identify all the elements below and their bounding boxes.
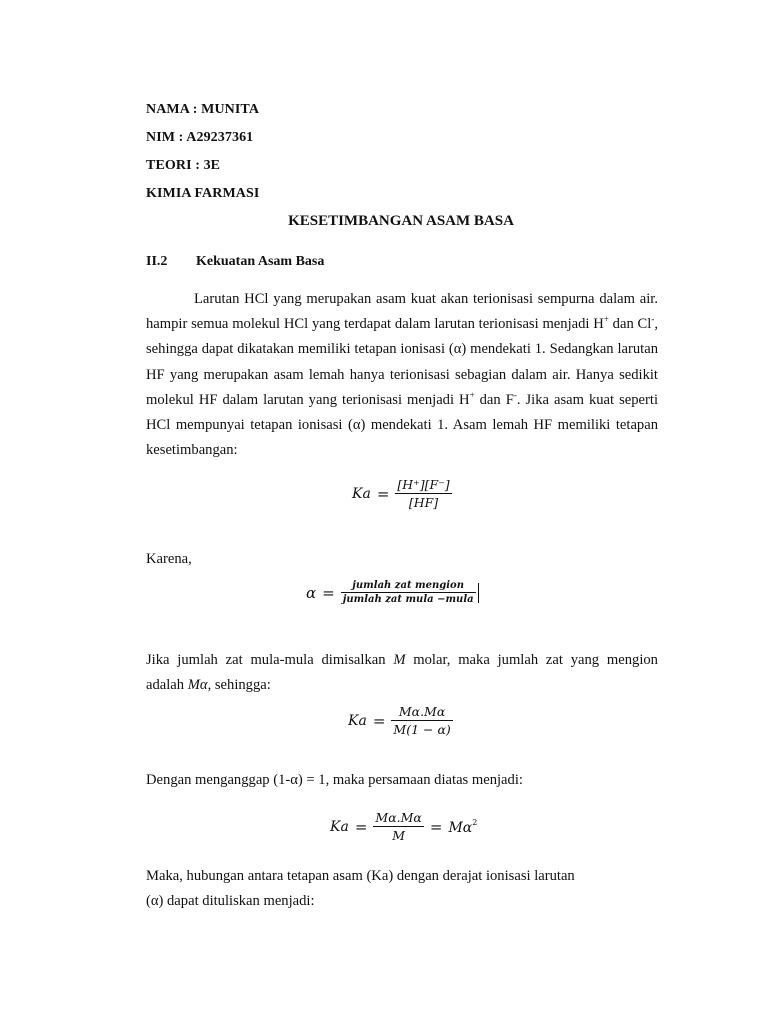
paragraph-molar-line2 [146,675,271,695]
para2-malpha: Mα [187,677,208,693]
eq4-equals-2: = [429,817,443,836]
equation-ka-simplified [330,809,477,844]
eq2-equals: = [322,583,335,602]
eq2-numerator: jumlah zat mengion [352,580,465,591]
para1-text-3: , sehingga dapat dikatakan memiliki tetapan ionisasi (α) mendekati 1. Sedangkan larutan HF yang merupakan asam lemah hanya terionisasi sebagian dalam air. Hanya sedikit molekul HF dalam larutan yang terionisasi menjadi H [146,316,658,408]
eq2-lhs: α [306,583,317,602]
theory-class: TEORI : 3E [146,158,221,173]
karena-text: Karena, [146,551,192,567]
eq3-equals: = [372,711,386,730]
department: KIMIA FARMASI [146,186,260,201]
para1-text-5: . Jika asam kuat seperti HCl mempunyai tetapan ionisasi (α) mendekati 1. Asam lemah HF memiliki tetapan kesetimbangan: [146,391,658,459]
eq1-fraction [395,476,451,511]
eq3-lhs: Ka [348,712,367,729]
text-cursor [478,583,480,603]
eq1-numerator: [H⁺][F⁻] [397,477,450,492]
student-nim: NIM : A29237361 [146,130,254,145]
document-title: KESETIMBANGAN ASAM BASA [288,213,514,229]
eq4-rhs-exponent: 2 [472,817,478,827]
para2-text-1: Jika jumlah zat mula-mula dimisalkan [146,652,394,668]
para2-text-2: molar, maka jumlah zat yang mengion [405,652,658,668]
equation-ka-ions [352,476,452,511]
para2-m: M [393,652,406,668]
eq4-numerator: Mα.Mα [375,810,422,825]
student-name: NAMA : MUNITA [146,102,260,117]
para1-sup-1: + [603,314,609,325]
para1-sup-4: - [513,389,517,400]
eq4-rhs-base: Mα [448,819,473,836]
para1-text-1: Larutan HCl yang merupakan asam kuat akan terionisasi sempurna dalam air. hampir semua molekul HCl yang terdapat dalam larutan terionisasi menjadi H [146,291,658,333]
eq1-equals: = [376,484,390,503]
paragraph-intro [146,287,658,463]
para2-text-4: , sehingga: [207,677,271,693]
eq2-fraction [341,579,476,606]
section-heading [146,254,324,270]
eq4-fraction [373,809,423,844]
section-number: II.2 [146,254,168,269]
eq1-lhs: Ka [352,485,371,502]
eq2-denominator: jumlah zat mula −mula [342,594,474,605]
para1-text-4: dan F [474,391,514,408]
eq4-denominator: M [392,828,406,843]
section-title: Kekuatan Asam Basa [196,254,325,269]
paragraph-conclusion-line1: Maka, hubungan antara tetapan asam (Ka) dengan derajat ionisasi larutan [146,868,575,884]
eq4-rhs [448,818,477,836]
eq3-denominator: M(1 − α) [393,722,451,737]
equation-alpha [306,579,479,606]
paragraph-molar-line1 [146,650,658,670]
eq1-denominator: [HF] [408,495,439,510]
para1-sup-3: + [469,389,475,400]
para1-text-2: dan Cl [608,316,652,333]
equation-ka-molar [348,703,453,738]
eq3-fraction [391,703,452,738]
paragraph-assumption: Dengan menganggap (1-α) = 1, maka persamaan diatas menjadi: [146,772,523,788]
eq4-lhs: Ka [330,818,349,835]
eq3-numerator: Mα.Mα [398,704,446,719]
paragraph-conclusion-line2: (α) dapat dituliskan menjadi: [146,893,315,909]
para2-text-3: adalah [146,677,188,693]
eq4-equals: = [354,817,368,836]
para1-sup-2: - [651,314,655,325]
